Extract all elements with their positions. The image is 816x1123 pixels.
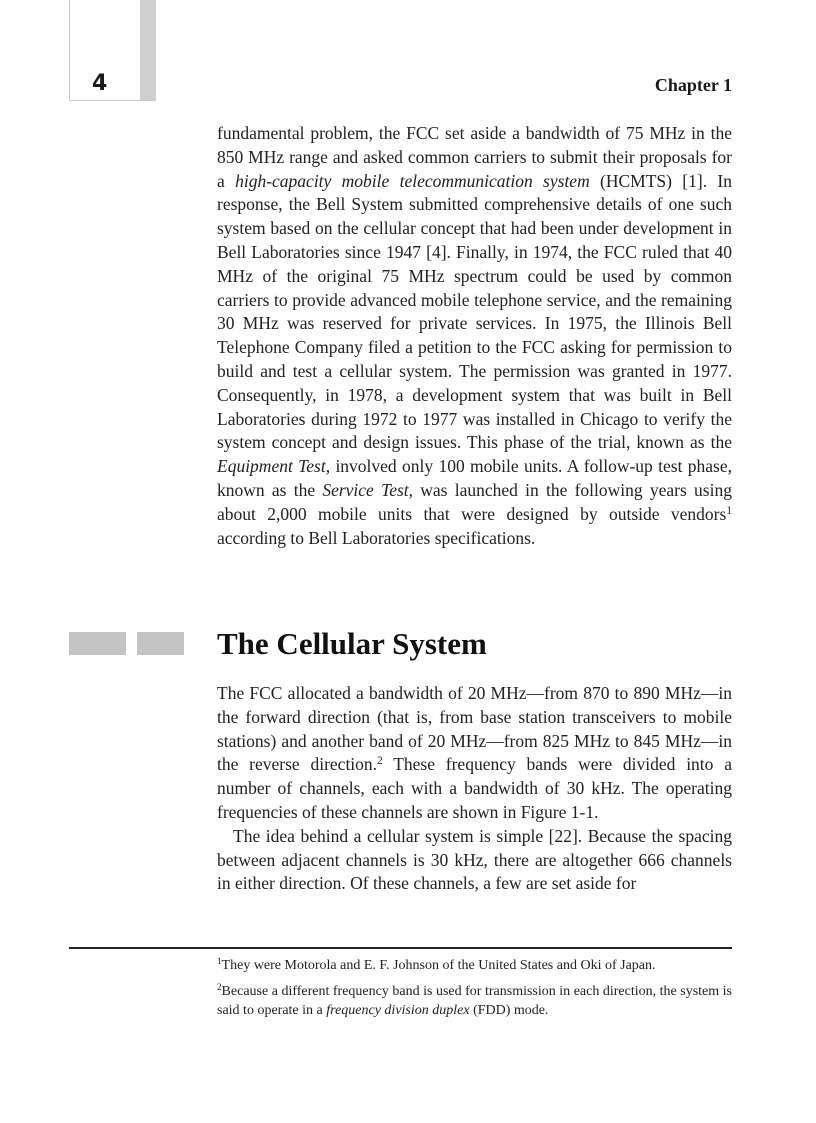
section-text-block: [217, 682, 732, 896]
page-tab-edge: [69, 0, 70, 100]
intro-paragraph: fundamental problem, the FCC set aside a bandwidth of 75 MHz in the 850 MHz range and asked common carriers to submit their proposals for a high-capacity mobile telecommunication system (HCMTS) [1]. In response, the Bell System submitted comprehensive details of one such system based on the cellular concept that had been under development in Bell Laboratories since 1947 [4]. Finally, in 1974, the FCC ruled that 40 MHz of the original 75 MHz spectrum could be used by common carriers to provide advanced mobile telephone service, and the remaining 30 MHz was reserved for private services. In 1975, the Illinois Bell Telephone Company filed a petition to the FCC asking for permission to build and test a cellular system. The permission was granted in 1977. Consequently, in 1978, a development system that was built in Bell Laboratories during 1972 to 1977 was installed in Chicago to verify the system concept and design issues. This phase of the trial, known as the Equipment Test, involved only 100 mobile units. A follow-up test phase, known as the Service Test, was launched in the following years using about 2,000 mobile units that were designed by outside vendors$^1$ according to Bell Laboratories specifications.: [217, 123, 732, 548]
section-paragraph-2: The idea behind a cellular system is simple [22]. Because the spacing between adjacent channels is 30 kHz, there are altogether 666 channels in either direction. Of these channels, a few are set aside for: [217, 825, 732, 894]
footnote-ref-1: 1: [726, 504, 732, 517]
section-marker-bar-right: [137, 632, 184, 655]
running-head: Chapter 1: [654, 75, 732, 95]
emphasis-service-test: Service Test: [322, 479, 409, 500]
footnote-ref-2: 2: [377, 755, 383, 768]
page-number: 4: [92, 71, 108, 96]
page-tab-underline: [69, 100, 156, 101]
footnotes: [217, 956, 732, 1027]
section-heading: The Cellular System: [217, 626, 487, 661]
emphasis-hcmts: high-capacity mobile telecommunication system: [235, 170, 590, 191]
intro-text-block: [217, 122, 732, 550]
footnote-1: $^1$They were Motorola and E. F. Johnson of the United States and Oki of Japan.: [217, 956, 656, 973]
footnote-rule: [69, 947, 732, 949]
page-tab-bar: [140, 0, 156, 101]
emphasis-equipment-test: Equipment Test: [217, 456, 326, 477]
section-marker-bar-left: [69, 632, 126, 655]
section-paragraph-1: The FCC allocated a bandwidth of 20 MHz—from 870 to 890 MHz—in the forward direction (that is, from base station transceivers to mobile stations) and another band of 20 MHz—from 825 MHz to 845 MHz—in the reverse direction.$^2$ These frequency bands were divided into a number of channels, each with a bandwidth of 30 kHz. The operating frequencies of these channels are shown in Figure 1-1.: [217, 683, 732, 822]
footnote-2: $^2$Because a different frequency band is used for transmission in each direction, the system is said to operate in a frequency division duplex (FDD) mode.: [217, 981, 732, 1018]
